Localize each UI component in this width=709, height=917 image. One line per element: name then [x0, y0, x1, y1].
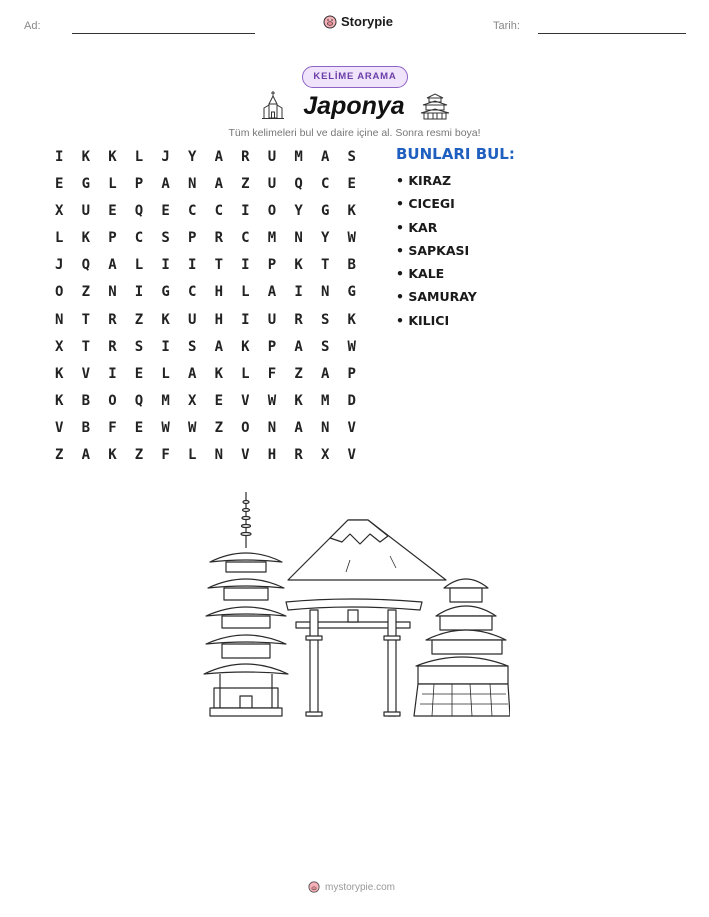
- grid-letter[interactable]: Q: [134, 392, 144, 409]
- grid-letter[interactable]: A: [214, 176, 223, 193]
- grid-letter[interactable]: E: [134, 419, 144, 436]
- grid-letter[interactable]: N: [320, 284, 330, 301]
- grid-letter[interactable]: A: [108, 257, 117, 274]
- word-list-item: • KILICI: [396, 312, 450, 328]
- grid-letter[interactable]: C: [187, 284, 197, 301]
- grid-letter[interactable]: K: [347, 311, 356, 328]
- grid-letter[interactable]: L: [187, 447, 197, 464]
- grid-letter[interactable]: K: [81, 230, 91, 247]
- name-input-line[interactable]: [72, 33, 255, 34]
- grid-letter[interactable]: E: [161, 203, 170, 220]
- grid-letter[interactable]: A: [294, 419, 303, 436]
- grid-letter[interactable]: K: [108, 149, 117, 165]
- grid-letter[interactable]: H: [267, 447, 277, 464]
- grid-letter[interactable]: D: [347, 392, 356, 409]
- grid-letter[interactable]: T: [81, 338, 91, 355]
- grid-letter[interactable]: X: [187, 392, 197, 409]
- word-list-item: • KAR: [396, 219, 438, 235]
- find-list-title: BUNLARI BUL:: [396, 145, 515, 163]
- grid-letter[interactable]: A: [81, 447, 91, 464]
- grid-letter[interactable]: V: [55, 419, 64, 436]
- word-list: [396, 169, 477, 332]
- grid-letter[interactable]: K: [108, 447, 117, 464]
- storypie-pig-logo-icon: [323, 15, 337, 29]
- grid-letter[interactable]: E: [134, 365, 144, 382]
- grid-letter[interactable]: V: [347, 419, 356, 436]
- grid-letter[interactable]: P: [134, 176, 144, 193]
- grid-letter[interactable]: P: [267, 257, 277, 274]
- grid-letter[interactable]: A: [161, 176, 170, 193]
- grid-letter[interactable]: C: [187, 203, 197, 220]
- grid-letter[interactable]: W: [187, 419, 197, 436]
- grid-letter[interactable]: C: [241, 230, 250, 247]
- grid-letter[interactable]: F: [267, 365, 277, 382]
- grid-letter[interactable]: T: [81, 311, 91, 328]
- footer: [308, 881, 395, 893]
- grid-letter[interactable]: O: [267, 203, 277, 220]
- grid-letter[interactable]: I: [161, 257, 170, 274]
- grid-letter[interactable]: S: [320, 311, 330, 328]
- grid-letter[interactable]: I: [241, 203, 250, 220]
- grid-letter[interactable]: X: [55, 203, 64, 220]
- grid-letter[interactable]: Q: [81, 257, 91, 274]
- date-input-line[interactable]: [538, 33, 686, 34]
- grid-letter[interactable]: P: [187, 230, 197, 247]
- grid-letter[interactable]: E: [214, 392, 223, 409]
- grid-letter[interactable]: O: [55, 284, 64, 301]
- grid-letter[interactable]: S: [320, 338, 330, 355]
- grid-letter[interactable]: R: [294, 311, 303, 328]
- grid-letter[interactable]: B: [81, 392, 91, 409]
- word-list-item: • KALE: [396, 266, 445, 282]
- page-title: Japonya: [303, 92, 405, 120]
- grid-letter[interactable]: N: [214, 447, 223, 464]
- grid-letter[interactable]: J: [55, 257, 64, 274]
- grid-letter[interactable]: S: [187, 338, 197, 355]
- grid-letter[interactable]: L: [241, 365, 250, 382]
- grid-letter[interactable]: N: [55, 311, 64, 328]
- pagoda: [204, 492, 288, 716]
- grid-letter[interactable]: L: [241, 284, 250, 301]
- grid-letter[interactable]: I: [294, 284, 303, 301]
- grid-letter[interactable]: L: [55, 230, 64, 247]
- torii-gate: [286, 599, 422, 716]
- grid-letter[interactable]: L: [108, 176, 117, 193]
- church-icon: [262, 90, 284, 120]
- grid-letter[interactable]: R: [241, 149, 250, 165]
- grid-letter[interactable]: U: [267, 149, 277, 165]
- grid-letter[interactable]: Z: [134, 311, 144, 328]
- grid-letter[interactable]: O: [108, 392, 117, 409]
- grid-letter[interactable]: Q: [134, 203, 144, 220]
- grid-letter[interactable]: G: [320, 203, 330, 220]
- grid-letter[interactable]: P: [108, 230, 117, 247]
- date-label: Tarih:: [493, 20, 520, 32]
- grid-letter[interactable]: Z: [294, 365, 303, 382]
- grid-letter[interactable]: K: [81, 149, 91, 165]
- grid-letter[interactable]: S: [134, 338, 144, 355]
- grid-letter[interactable]: X: [55, 338, 64, 355]
- name-label: Ad:: [24, 20, 41, 32]
- grid-letter[interactable]: A: [294, 338, 303, 355]
- grid-letter[interactable]: Z: [241, 176, 250, 193]
- castle: [414, 579, 510, 716]
- grid-letter[interactable]: M: [161, 392, 170, 409]
- grid-letter[interactable]: Z: [81, 284, 91, 301]
- grid-letter[interactable]: C: [134, 230, 144, 247]
- grid-letter[interactable]: J: [161, 149, 170, 165]
- word-search-badge: KELİME ARAMA: [302, 66, 408, 88]
- grid-letter[interactable]: P: [267, 338, 277, 355]
- grid-letter[interactable]: K: [55, 392, 64, 409]
- grid-letter[interactable]: V: [347, 447, 356, 464]
- grid-letter[interactable]: U: [81, 203, 91, 220]
- grid-letter[interactable]: L: [161, 365, 170, 382]
- grid-letter[interactable]: A: [320, 365, 330, 382]
- grid-letter[interactable]: H: [214, 311, 223, 328]
- grid-letter[interactable]: K: [347, 203, 356, 220]
- grid-letter[interactable]: V: [241, 447, 250, 464]
- grid-letter[interactable]: I: [108, 365, 117, 382]
- grid-letter[interactable]: T: [214, 257, 223, 274]
- grid-letter[interactable]: H: [214, 284, 223, 301]
- grid-letter[interactable]: K: [294, 392, 303, 409]
- grid-letter[interactable]: E: [108, 203, 117, 220]
- grid-letter[interactable]: K: [294, 257, 303, 274]
- grid-letter[interactable]: K: [55, 365, 64, 382]
- grid-letter[interactable]: W: [347, 338, 356, 355]
- grid-letter[interactable]: U: [267, 176, 277, 193]
- grid-letter[interactable]: A: [214, 149, 223, 165]
- grid-letter[interactable]: A: [267, 284, 277, 301]
- grid-letter[interactable]: N: [294, 230, 303, 247]
- grid-letter[interactable]: I: [241, 257, 250, 274]
- grid-letter[interactable]: M: [320, 392, 330, 409]
- grid-letter[interactable]: M: [267, 230, 277, 247]
- grid-letter[interactable]: M: [294, 149, 303, 165]
- grid-letter[interactable]: I: [55, 149, 64, 165]
- grid-letter[interactable]: B: [347, 257, 356, 274]
- word-list-item: • KIRAZ: [396, 173, 452, 188]
- grid-letter[interactable]: G: [161, 284, 170, 301]
- grid-letter[interactable]: L: [134, 149, 144, 165]
- pagoda-icon: [419, 92, 451, 120]
- brand-logo: [323, 14, 393, 29]
- grid-letter[interactable]: Z: [55, 447, 64, 464]
- grid-letter[interactable]: I: [161, 338, 170, 355]
- letter-grid: [55, 149, 374, 474]
- grid-letter[interactable]: N: [108, 284, 117, 301]
- grid-letter[interactable]: W: [267, 392, 277, 409]
- grid-letter[interactable]: B: [81, 419, 91, 436]
- grid-letter[interactable]: Z: [134, 447, 144, 464]
- grid-letter[interactable]: T: [320, 257, 330, 274]
- grid-letter[interactable]: N: [320, 419, 330, 436]
- grid-letter[interactable]: I: [134, 284, 144, 301]
- grid-letter[interactable]: V: [241, 392, 250, 409]
- grid-letter[interactable]: E: [347, 176, 356, 193]
- word-list-item: • CICEGI: [396, 196, 455, 212]
- word-list-item: • SAPKASI: [396, 242, 470, 258]
- word-list-item: • SAMURAY: [396, 289, 477, 305]
- grid-letter[interactable]: A: [187, 365, 197, 382]
- grid-letter[interactable]: U: [267, 311, 277, 328]
- grid-letter[interactable]: N: [267, 419, 277, 436]
- grid-letter[interactable]: K: [161, 311, 170, 328]
- grid-letter[interactable]: Y: [294, 203, 303, 220]
- instructions: Tüm kelimeleri bul ve daire içine al. Sonra resmi boya!: [228, 127, 481, 139]
- grid-letter[interactable]: W: [161, 419, 170, 436]
- grid-letter[interactable]: Y: [320, 230, 330, 247]
- grid-letter[interactable]: O: [241, 419, 250, 436]
- grid-letter[interactable]: Z: [214, 419, 223, 436]
- grid-letter[interactable]: C: [214, 203, 223, 220]
- grid-letter[interactable]: F: [108, 419, 117, 436]
- footer-url[interactable]: mystorypie.com: [325, 881, 396, 893]
- grid-letter[interactable]: R: [108, 311, 117, 328]
- grid-letter[interactable]: A: [214, 338, 223, 355]
- grid-letter[interactable]: Q: [294, 176, 303, 193]
- grid-letter[interactable]: W: [347, 230, 356, 247]
- brand-name: Storypie: [341, 14, 394, 29]
- grid-letter[interactable]: R: [294, 447, 303, 464]
- grid-letter[interactable]: P: [347, 365, 356, 382]
- grid-letter[interactable]: K: [214, 365, 223, 382]
- grid-letter[interactable]: G: [81, 176, 91, 193]
- grid-letter[interactable]: K: [241, 338, 250, 355]
- grid-letter[interactable]: L: [134, 257, 144, 274]
- grid-letter[interactable]: I: [241, 311, 250, 328]
- grid-letter[interactable]: F: [161, 447, 170, 464]
- grid-letter[interactable]: R: [214, 230, 223, 247]
- grid-letter[interactable]: V: [81, 365, 91, 382]
- grid-letter[interactable]: I: [187, 257, 197, 274]
- grid-letter[interactable]: X: [320, 447, 330, 464]
- grid-letter[interactable]: A: [320, 149, 330, 165]
- grid-letter[interactable]: Y: [187, 149, 197, 165]
- grid-letter[interactable]: G: [347, 284, 356, 301]
- grid-letter[interactable]: S: [161, 230, 170, 247]
- storypie-pig-logo-icon: [308, 881, 320, 893]
- grid-letter[interactable]: E: [55, 176, 64, 193]
- grid-letter[interactable]: N: [187, 176, 197, 193]
- japan-landmarks-illustration: [200, 490, 510, 722]
- grid-letter[interactable]: U: [187, 311, 197, 328]
- grid-letter[interactable]: S: [347, 149, 356, 165]
- grid-letter[interactable]: R: [108, 338, 117, 355]
- grid-letter[interactable]: C: [320, 176, 330, 193]
